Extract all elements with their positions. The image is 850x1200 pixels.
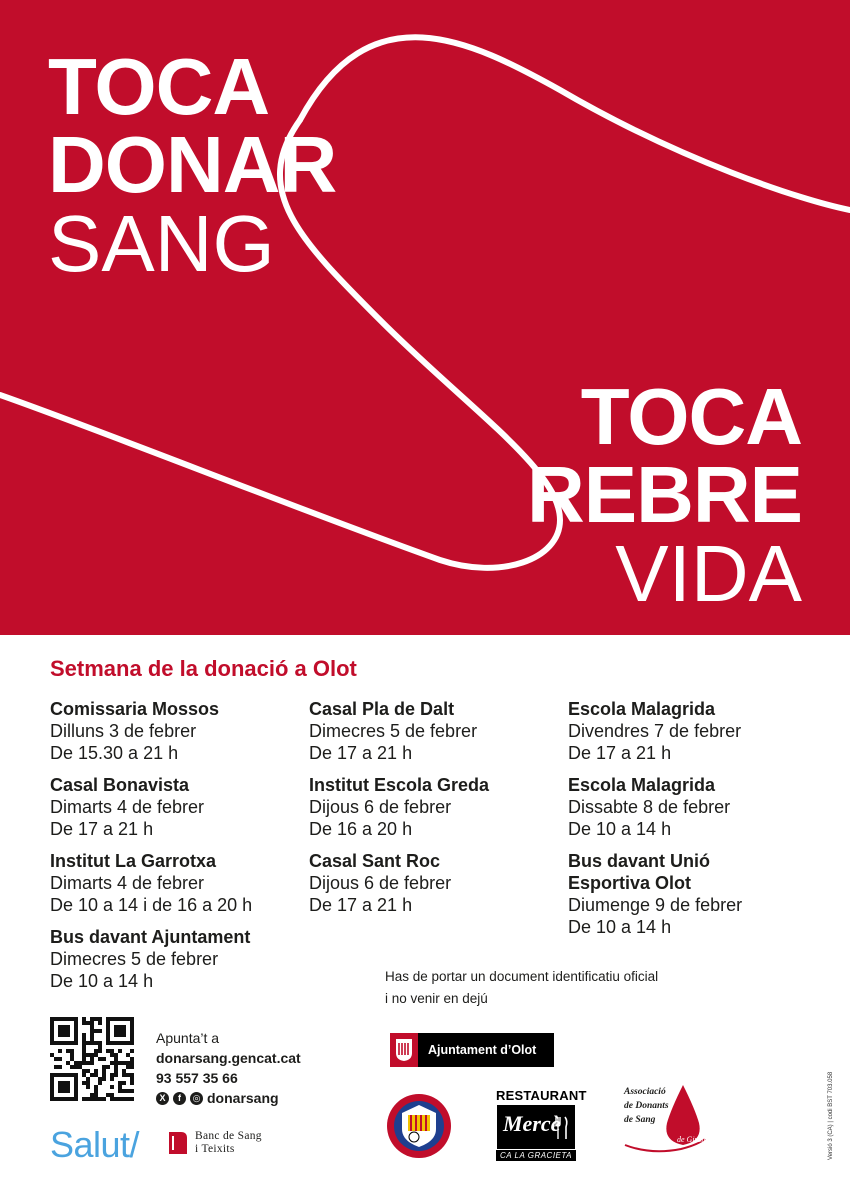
assoc-line1: Associació [624, 1087, 666, 1097]
instagram-icon[interactable]: ◎ [190, 1092, 203, 1105]
headline-top-line2: DONAR [48, 120, 337, 210]
venue-day: Dilluns 3 de febrer [50, 721, 197, 741]
club-badge-icon [386, 1093, 452, 1159]
headline-top-line1: TOCA [48, 42, 270, 131]
salut-logo: Salut/ [50, 1124, 140, 1165]
contact-block [156, 1028, 301, 1108]
restaurant-name: Mercè [503, 1111, 561, 1136]
schedule-item [568, 698, 828, 764]
banc-sang-logo [167, 1130, 262, 1156]
schedule-item [50, 698, 310, 764]
venue-time: De 10 a 14 h [568, 917, 672, 937]
assoc-line2: de Donants [624, 1101, 669, 1111]
venue-day: Divendres 7 de febrer [568, 721, 742, 741]
bst-line2: i Teixits [195, 1143, 235, 1155]
schedule-item [309, 698, 569, 764]
venue-time: De 10 a 14 h [568, 819, 672, 839]
headline-bottom-line1: TOCA [580, 372, 802, 461]
banc-sang-mark-icon [167, 1130, 189, 1156]
qr-code[interactable] [50, 1017, 134, 1101]
venue-time: De 17 a 21 h [309, 895, 413, 915]
version-text: Versió 3 (CA) | codi BST 703.058 [828, 1071, 834, 1160]
venue-day: Dimecres 5 de febrer [309, 721, 478, 741]
venue-day: Diumenge 9 de febrer [568, 895, 743, 915]
venue-name: Esportiva Olot [568, 873, 692, 893]
venue-time: De 16 a 20 h [309, 819, 413, 839]
schedule-column-2 [309, 698, 569, 926]
association-logo [621, 1083, 711, 1163]
venue-day: Dissabte 8 de febrer [568, 797, 731, 817]
venue-name: Bus davant Unió [568, 851, 711, 871]
note-line-2: i no venir en dejú [385, 991, 488, 1006]
headline-bottom [526, 372, 802, 618]
social-row [156, 1088, 301, 1108]
schedule-item [309, 774, 569, 840]
venue-name: Escola Malagrida [568, 699, 716, 719]
venue-time: De 10 a 14 i de 16 a 20 h [50, 895, 253, 915]
headline-top [48, 42, 337, 288]
schedule-item [309, 850, 569, 916]
headline-bottom-line2: REBRE [526, 450, 802, 540]
schedule-item [50, 926, 310, 992]
venue-day: Dimecres 5 de febrer [50, 949, 219, 969]
requirements-note [385, 966, 658, 1010]
restaurant-top: RESTAURANT [496, 1088, 587, 1103]
venue-day: Dimarts 4 de febrer [50, 873, 205, 893]
schedule-item [50, 850, 310, 916]
x-icon[interactable]: X [156, 1092, 169, 1105]
ajuntament-logo [390, 1033, 554, 1067]
website-link[interactable]: donarsang.gencat.cat [156, 1050, 301, 1066]
schedule-item [568, 774, 828, 840]
venue-name: Institut Escola Greda [309, 775, 490, 795]
venue-time: De 17 a 21 h [568, 743, 672, 763]
venue-name: Escola Malagrida [568, 775, 716, 795]
venue-time: De 10 a 14 h [50, 971, 154, 991]
note-line-1: Has de portar un document identificatiu oficial [385, 969, 659, 984]
bst-line1: Banc de Sang [195, 1130, 262, 1142]
venue-time: De 17 a 21 h [50, 819, 154, 839]
ajuntament-label: Ajuntament d’Olot [428, 1043, 537, 1057]
restaurant-logo [496, 1088, 587, 1162]
phone-number[interactable]: 93 557 35 66 [156, 1070, 238, 1086]
schedule-column-1 [50, 698, 310, 1002]
venue-time: De 17 a 21 h [309, 743, 413, 763]
schedule-item [568, 850, 828, 938]
section-title: Setmana de la donació a Olot [50, 656, 357, 681]
venue-day: Dijous 6 de febrer [309, 873, 452, 893]
assoc-place: de Girona [677, 1135, 710, 1144]
venue-name: Bus davant Ajuntament [50, 927, 251, 947]
assoc-line3: de Sang [624, 1115, 656, 1125]
venue-day: Dimarts 4 de febrer [50, 797, 205, 817]
contact-intro: Apunta’t a [156, 1030, 220, 1046]
venue-name: Casal Bonavista [50, 775, 190, 795]
cutlery-icon [555, 1115, 569, 1141]
schedule-item [50, 774, 310, 840]
venue-day: Dijous 6 de febrer [309, 797, 452, 817]
olot-shield-icon [390, 1033, 418, 1067]
venue-name: Casal Sant Roc [309, 851, 441, 871]
restaurant-sub: CA LA GRACIETA [496, 1150, 576, 1161]
venue-time: De 15.30 a 21 h [50, 743, 179, 763]
version-code [828, 1060, 840, 1160]
venue-name: Institut La Garrotxa [50, 851, 217, 871]
headline-top-line3: SANG [48, 198, 275, 288]
social-handle[interactable]: donarsang [207, 1090, 279, 1106]
schedule-column-3 [568, 698, 828, 948]
venue-name: Casal Pla de Dalt [309, 699, 455, 719]
headline-bottom-line3: VIDA [615, 528, 802, 618]
venue-name: Comissaria Mossos [50, 699, 220, 719]
facebook-icon[interactable]: f [173, 1092, 186, 1105]
